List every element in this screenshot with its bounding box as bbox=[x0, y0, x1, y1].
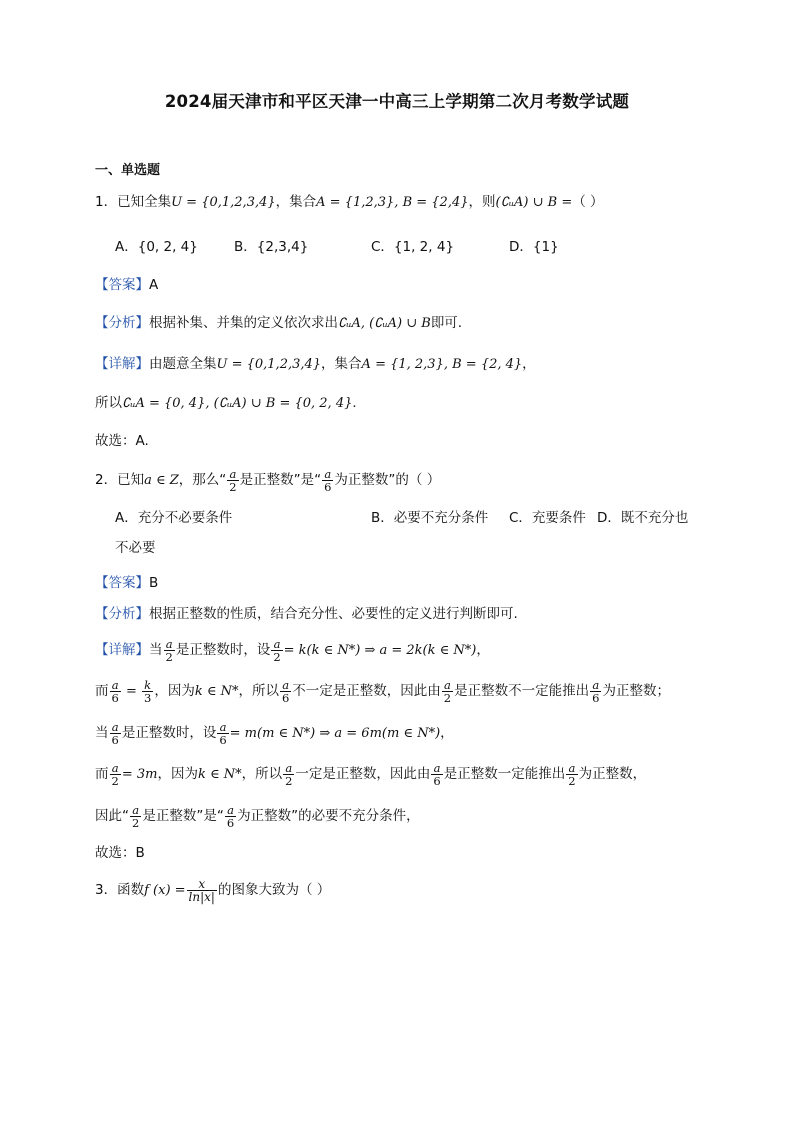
fraction: $\frac{a}{2}$ bbox=[132, 802, 140, 830]
q2-detail-line2: 而 $\frac{a}{6}$ = $\frac{k}{3}$ ，因为k ∈ N*，所以 $\frac{a}{6}$ 不一定是正整数，因此由 $\frac{a}{2}$ 是正整数不一定能推出 $\frac{a}{6}$ 为正整数； bbox=[95, 677, 670, 705]
q2-detail-line5: 因此“ $\frac{a}{2}$ 是正整数”是“ $\frac{a}{6}$ 为正整数”的必要不充分条件， bbox=[95, 802, 420, 830]
fraction: $\frac{x}{\ln|x|}$ bbox=[188, 876, 215, 904]
q1-stem: 1．已知全集U = {0,1,2,3,4}，集合A = {1,2,3}, B = {2,4}，则(∁ᵤA) ∪ B =（ ） bbox=[95, 194, 604, 210]
answer-tag: 【答案】 bbox=[95, 575, 149, 591]
q1-option-b: B．{2,3,4} bbox=[234, 239, 309, 255]
fraction: $\frac{a}{6}$ bbox=[219, 719, 227, 747]
q1-detail: 【详解】由题意全集U = {0,1,2,3,4}，集合A = {1, 2,3}, B = {2, 4}， bbox=[95, 356, 536, 372]
fraction: $\frac{a}{2}$ bbox=[273, 636, 281, 664]
fraction: $\frac{a}{2}$ bbox=[568, 760, 576, 788]
q1-answer: 【答案】A bbox=[95, 277, 159, 293]
fraction: $\frac{a}{6}$ bbox=[592, 677, 600, 705]
q2-option-a: A．充分不必要条件 bbox=[115, 510, 233, 526]
q1-analysis: 【分析】根据补集、并集的定义依次求出∁ᵤA, (∁ᵤA) ∪ B即可. bbox=[95, 315, 463, 331]
fraction: $\frac{a}{6}$ bbox=[226, 802, 235, 830]
q2-detail-line3: 当 $\frac{a}{6}$ 是正整数时，设 $\frac{a}{6}$ = m(m ∈ N*) ⇒ a = 6m(m ∈ N*)， bbox=[95, 719, 454, 747]
q3-stem: 3．函数f (x) = $\frac{x}{\ln|x|}$ 的图象大致为（ ） bbox=[95, 876, 331, 904]
fraction: $\frac{a}{6}$ bbox=[111, 677, 119, 705]
fraction: $\frac{a}{2}$ bbox=[443, 677, 452, 705]
fraction: $\frac{a}{6}$ bbox=[324, 466, 332, 494]
answer-tag: 【答案】 bbox=[95, 277, 149, 293]
analysis-tag: 【分析】 bbox=[95, 606, 149, 622]
fraction: $\frac{a}{2}$ bbox=[165, 636, 173, 664]
fraction: $\frac{a}{6}$ bbox=[111, 719, 119, 747]
q2-stem: 2．已知a ∈ Z，那么“ $\frac{a}{2}$ 是正整数”是“ $\frac{a}{6}$ 为正整数”的（ ） bbox=[95, 466, 441, 494]
fraction: $\frac{a}{2}$ bbox=[285, 760, 293, 788]
q1-option-c: C．{1, 2, 4} bbox=[371, 239, 455, 255]
page-title: 2024届天津市和平区天津一中高三上学期第二次月考数学试题 bbox=[164, 92, 630, 111]
q2-analysis: 【分析】根据正整数的性质，结合充分性、必要性的定义进行判断即可. bbox=[95, 606, 518, 622]
fraction: $\frac{a}{2}$ bbox=[111, 760, 119, 788]
q1-option-d: D．{1} bbox=[509, 239, 559, 255]
section-heading: 一、单选题 bbox=[95, 163, 161, 178]
q2-option-d: D．既不充分也 bbox=[597, 510, 689, 526]
q2-choose: 故选：B bbox=[95, 845, 145, 861]
fraction: $\frac{a}{6}$ bbox=[281, 677, 290, 705]
analysis-tag: 【分析】 bbox=[95, 315, 149, 331]
fraction: $\frac{a}{6}$ bbox=[433, 760, 441, 788]
q1-option-a: A．{0, 2, 4} bbox=[115, 239, 198, 255]
q2-option-d-cont: 不必要 bbox=[115, 540, 156, 556]
fraction: $\frac{k}{3}$ bbox=[144, 677, 152, 705]
q2-answer: 【答案】B bbox=[95, 575, 159, 591]
q1-detail-conclusion: 所以∁ᵤA = {0, 4}, (∁ᵤA) ∪ B = {0, 2, 4}. bbox=[95, 395, 357, 411]
detail-tag: 【详解】 bbox=[95, 356, 149, 372]
q2-option-b: B．必要不充分条件 bbox=[371, 510, 489, 526]
q2-detail-line4: 而 $\frac{a}{2}$ = 3m，因为k ∈ N*，所以 $\frac{a}{2}$ 一定是正整数，因此由 $\frac{a}{6}$ 是正整数一定能推出 $\frac{a}{2}$ 为正整数， bbox=[95, 760, 647, 788]
q2-detail-line1: 【详解】当 $\frac{a}{2}$ 是正整数时，设 $\frac{a}{2}$ = k(k ∈ N*) ⇒ a = 2k(k ∈ N*)， bbox=[95, 636, 490, 664]
fraction: $\frac{a}{2}$ bbox=[229, 466, 237, 494]
detail-tag: 【详解】 bbox=[95, 642, 149, 658]
q2-option-c: C．充要条件 bbox=[509, 510, 586, 526]
q1-choose: 故选：A. bbox=[95, 433, 149, 449]
